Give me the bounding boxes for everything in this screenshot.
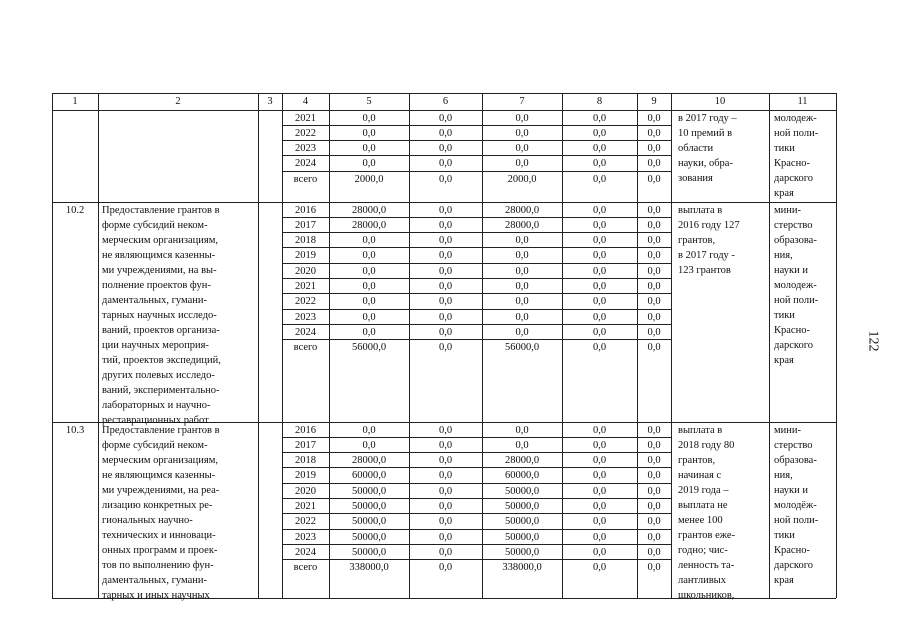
amount-cell: 0,0 <box>592 546 607 558</box>
amount-cell: 0,0 <box>647 501 661 512</box>
amount-cell: 50000,0 <box>504 485 540 497</box>
amount-cell: 56000,0 <box>504 342 540 354</box>
amount-cell: 0,0 <box>362 250 376 262</box>
amount-cell: 0,0 <box>647 204 661 216</box>
year-cell: 2017 <box>295 439 316 451</box>
amount-cell: 2000,0 <box>507 173 537 185</box>
section-description-line: тарных научных исследо- <box>102 310 217 321</box>
amount-cell: 0,0 <box>647 127 661 139</box>
result-line: в 2017 году – <box>678 113 737 124</box>
executor-line: молодёж- <box>774 500 817 511</box>
amount-cell: 0,0 <box>515 326 529 338</box>
executor-line: дарского <box>774 173 814 184</box>
year-cell: 2022 <box>295 296 316 308</box>
amount-cell: 28000,0 <box>351 219 387 231</box>
executor-line: стерство <box>774 220 813 231</box>
amount-cell: 0,0 <box>362 265 376 277</box>
amount-cell: 0,0 <box>647 562 661 574</box>
amount-cell: 0,0 <box>592 296 607 308</box>
amount-cell: 0,0 <box>592 311 607 323</box>
header-cell: 5 <box>366 96 372 107</box>
amount-cell: 50000,0 <box>351 546 387 558</box>
executor-line: дарского <box>774 560 814 571</box>
year-cell: 2018 <box>295 455 316 467</box>
amount-cell: 0,0 <box>515 424 529 436</box>
amount-cell: 0,0 <box>362 158 376 170</box>
amount-cell: 0,0 <box>362 281 376 292</box>
executor-line: мини- <box>774 205 801 216</box>
amount-cell: 0,0 <box>515 250 529 262</box>
result-line: выплата в <box>678 425 723 436</box>
executor-line: молодеж- <box>774 113 817 124</box>
amount-cell: 0,0 <box>647 112 661 124</box>
result-line: грантов, <box>678 455 716 466</box>
amount-cell: 0,0 <box>438 326 453 338</box>
amount-cell: 0,0 <box>647 296 661 308</box>
amount-cell: 0,0 <box>647 265 661 277</box>
header-cell: 6 <box>442 96 449 107</box>
amount-cell: 0,0 <box>592 250 607 262</box>
result-line: грантов еже- <box>678 530 736 541</box>
amount-cell: 0,0 <box>592 470 607 482</box>
amount-cell: 28000,0 <box>504 455 540 467</box>
amount-cell: 0,0 <box>515 311 529 323</box>
column-border <box>52 93 53 598</box>
section-description-line: тий, проектов экспедиций, <box>102 355 221 366</box>
amount-cell: 0,0 <box>647 546 661 558</box>
result-line: выплата не <box>678 500 728 511</box>
year-cell: всего <box>293 342 318 354</box>
amount-cell: 0,0 <box>438 562 453 574</box>
amount-cell: 0,0 <box>592 516 607 528</box>
amount-cell: 0,0 <box>362 439 376 451</box>
section-description-line: не являющимся казенны- <box>102 250 216 261</box>
year-cell: 2024 <box>295 158 316 170</box>
amount-cell: 0,0 <box>647 311 661 323</box>
year-cell: 2024 <box>295 326 316 338</box>
amount-cell: 0,0 <box>438 235 453 247</box>
result-line: лантливых <box>678 575 726 586</box>
amount-cell: 50000,0 <box>504 546 540 558</box>
amount-cell: 60000,0 <box>351 470 387 482</box>
section-description-line: ми учреждениями, на вы- <box>102 265 217 276</box>
result-line: 2018 году 80 <box>678 440 735 451</box>
amount-cell: 0,0 <box>647 158 661 170</box>
amount-cell: 0,0 <box>515 143 529 155</box>
amount-cell: 0,0 <box>592 219 607 231</box>
header-cell: 9 <box>651 96 657 107</box>
section-description-line: ваний, проектов организа- <box>102 325 220 336</box>
amount-cell: 50000,0 <box>351 531 387 543</box>
section-description-line: даментальных, гумани- <box>102 575 207 586</box>
section-description-line: онных программ и проек- <box>102 545 218 556</box>
section-description-line: ми учреждениями, на реа- <box>102 485 220 496</box>
amount-cell: 0,0 <box>438 485 453 497</box>
amount-cell: 0,0 <box>438 516 453 528</box>
amount-cell: 50000,0 <box>351 501 387 512</box>
amount-cell: 28000,0 <box>504 219 540 231</box>
result-line: выплата в <box>678 205 723 216</box>
amount-cell: 0,0 <box>362 127 376 139</box>
amount-cell: 28000,0 <box>351 204 387 216</box>
header-cell: 3 <box>267 96 273 107</box>
amount-cell: 0,0 <box>438 219 453 231</box>
amount-cell: 0,0 <box>515 265 529 277</box>
amount-cell: 0,0 <box>647 250 661 262</box>
amount-cell: 0,0 <box>438 342 453 354</box>
section-number: 10.2 <box>65 205 85 216</box>
executor-line: Красно- <box>774 545 810 556</box>
amount-cell: 0,0 <box>647 342 661 354</box>
amount-cell: 0,0 <box>362 296 376 308</box>
result-line: 123 грантов <box>678 265 731 276</box>
amount-cell: 0,0 <box>362 143 376 155</box>
column-border <box>258 93 259 598</box>
result-line: школьников, <box>678 590 735 601</box>
amount-cell: 0,0 <box>438 281 453 292</box>
amount-cell: 0,0 <box>438 439 453 451</box>
section-description-line: ции научных мероприя- <box>102 340 209 351</box>
amount-cell: 60000,0 <box>504 470 540 482</box>
section-description-line: технических и инноваци- <box>102 530 216 541</box>
section-description-line: мерческим организациям, <box>102 235 218 246</box>
amount-cell: 0,0 <box>647 424 661 436</box>
amount-cell: 338000,0 <box>349 562 389 574</box>
amount-cell: 0,0 <box>438 143 453 155</box>
result-line: науки, обра- <box>678 158 733 169</box>
section-number: 10.3 <box>65 425 85 436</box>
amount-cell: 0,0 <box>647 173 661 185</box>
section-description-line: лизацию конкретных ре- <box>102 500 213 511</box>
amount-cell: 0,0 <box>438 470 453 482</box>
year-cell: 2021 <box>295 501 316 512</box>
amount-cell: 28000,0 <box>504 204 540 216</box>
amount-cell: 50000,0 <box>504 531 540 543</box>
amount-cell: 0,0 <box>592 342 607 354</box>
year-cell: 2022 <box>295 516 316 528</box>
amount-cell: 0,0 <box>438 127 453 139</box>
section-description-line: не являющимся казенны- <box>102 470 216 481</box>
executor-line: края <box>774 355 794 366</box>
amount-cell: 0,0 <box>515 235 529 247</box>
result-line: менее 100 <box>678 515 723 526</box>
amount-cell: 0,0 <box>362 326 376 338</box>
header-cell: 7 <box>519 96 525 107</box>
executor-line: науки и <box>774 265 808 276</box>
amount-cell: 0,0 <box>592 112 607 124</box>
amount-cell: 0,0 <box>592 562 607 574</box>
column-border <box>98 93 99 598</box>
amount-cell: 0,0 <box>647 143 661 155</box>
amount-cell: 0,0 <box>362 235 376 247</box>
year-cell: 2016 <box>295 204 316 216</box>
executor-line: ной поли- <box>774 128 819 139</box>
section-description-line: ваний, экспериментально- <box>102 385 220 396</box>
header-cell: 10 <box>714 96 726 107</box>
amount-cell: 0,0 <box>438 173 453 185</box>
amount-cell: 0,0 <box>647 470 661 482</box>
section-description-line: форме субсидий неком- <box>102 220 208 231</box>
amount-cell: 0,0 <box>647 281 661 292</box>
executor-line: стерство <box>774 440 813 451</box>
executor-line: края <box>774 575 794 586</box>
executor-line: ния, <box>774 250 793 261</box>
result-line: зования <box>678 173 713 184</box>
amount-cell: 0,0 <box>438 424 453 436</box>
amount-cell: 0,0 <box>515 296 529 308</box>
amount-cell: 0,0 <box>647 219 661 231</box>
year-cell: 2021 <box>295 112 316 124</box>
amount-cell: 0,0 <box>592 326 607 338</box>
amount-cell: 0,0 <box>515 158 529 170</box>
executor-line: тики <box>774 530 795 541</box>
column-border <box>769 93 770 598</box>
executor-line: ной поли- <box>774 515 819 526</box>
amount-cell: 0,0 <box>592 204 607 216</box>
executor-line: тики <box>774 143 795 154</box>
year-cell: 2017 <box>295 219 316 231</box>
amount-cell: 0,0 <box>647 235 661 247</box>
executor-line: Красно- <box>774 325 810 336</box>
executor-line: образова- <box>774 235 817 246</box>
page-number: 122 <box>865 330 881 352</box>
amount-cell: 0,0 <box>647 531 661 543</box>
amount-cell: 0,0 <box>592 143 607 155</box>
year-cell: 2023 <box>295 143 316 155</box>
amount-cell: 28000,0 <box>351 455 387 467</box>
result-line: начиная с <box>678 470 722 481</box>
section-description-line: тов по выполнению фун- <box>102 560 214 571</box>
amount-cell: 0,0 <box>438 311 453 323</box>
amount-cell: 0,0 <box>438 531 453 543</box>
amount-cell: 0,0 <box>592 501 607 512</box>
section-description-line: реставрационных работ <box>102 415 209 426</box>
header-cell: 2 <box>175 96 181 107</box>
section-description-line: полнение проектов фун- <box>102 280 211 291</box>
amount-cell: 338000,0 <box>502 562 542 574</box>
year-cell: 2016 <box>295 424 316 436</box>
amount-cell: 0,0 <box>592 424 607 436</box>
header-cell: 11 <box>797 96 808 107</box>
amount-cell: 0,0 <box>515 281 529 292</box>
amount-cell: 0,0 <box>592 531 607 543</box>
year-cell: 2024 <box>295 546 316 558</box>
amount-cell: 50000,0 <box>351 485 387 497</box>
section-description-line: других полевых исследо- <box>102 370 215 381</box>
executor-line: Красно- <box>774 158 810 169</box>
amount-cell: 0,0 <box>647 516 661 528</box>
result-line: в 2017 году - <box>678 250 735 261</box>
section-description-line: гиональных научно- <box>102 515 193 526</box>
section-description-line: лабораторных и научно- <box>102 400 211 411</box>
amount-cell: 0,0 <box>647 326 661 338</box>
amount-cell: 0,0 <box>438 455 453 467</box>
result-line: 10 премий в <box>678 128 733 139</box>
amount-cell: 0,0 <box>647 455 661 467</box>
executor-line: тики <box>774 310 795 321</box>
amount-cell: 0,0 <box>647 439 661 451</box>
amount-cell: 0,0 <box>592 485 607 497</box>
section-description-line: форме субсидий неком- <box>102 440 208 451</box>
executor-line: молодеж- <box>774 280 817 291</box>
header-cell: 1 <box>72 96 78 107</box>
amount-cell: 0,0 <box>592 173 607 185</box>
year-cell: 2021 <box>295 281 316 292</box>
year-cell: всего <box>293 173 318 185</box>
amount-cell: 50000,0 <box>504 501 540 512</box>
amount-cell: 0,0 <box>438 158 453 170</box>
header-cell: 4 <box>302 96 309 107</box>
result-line: 2016 году 127 <box>678 220 740 231</box>
year-cell: 2019 <box>295 470 316 482</box>
amount-cell: 56000,0 <box>351 342 387 354</box>
result-line: годно; чис- <box>678 545 728 556</box>
header-cell: 8 <box>596 96 603 107</box>
amount-cell: 0,0 <box>438 265 453 277</box>
amount-cell: 50000,0 <box>504 516 540 528</box>
section-description-line: мерческим организациям, <box>102 455 218 466</box>
result-line: грантов, <box>678 235 716 246</box>
amount-cell: 0,0 <box>592 265 607 277</box>
amount-cell: 0,0 <box>647 485 661 497</box>
amount-cell: 0,0 <box>438 546 453 558</box>
amount-cell: 0,0 <box>438 112 453 124</box>
year-cell: 2018 <box>295 235 316 247</box>
executor-line: ной поли- <box>774 295 819 306</box>
amount-cell: 0,0 <box>438 501 453 512</box>
amount-cell: 0,0 <box>515 439 529 451</box>
executor-line: науки и <box>774 485 808 496</box>
year-cell: всего <box>293 562 318 574</box>
amount-cell: 2000,0 <box>354 173 384 185</box>
amount-cell: 0,0 <box>362 311 376 323</box>
amount-cell: 0,0 <box>515 112 529 124</box>
amount-cell: 0,0 <box>592 281 607 292</box>
year-cell: 2022 <box>295 127 316 139</box>
amount-cell: 0,0 <box>362 112 376 124</box>
column-border <box>836 93 837 598</box>
section-description-line: Предоставление грантов в <box>102 425 220 436</box>
result-line: 2019 года – <box>678 485 729 496</box>
year-cell: 2020 <box>295 485 316 497</box>
amount-cell: 0,0 <box>592 158 607 170</box>
amount-cell: 0,0 <box>515 127 529 139</box>
amount-cell: 0,0 <box>592 127 607 139</box>
year-cell: 2020 <box>295 265 316 277</box>
year-cell: 2023 <box>295 311 316 323</box>
amount-cell: 0,0 <box>438 250 453 262</box>
section-description-line: тарных и иных научных <box>102 590 210 601</box>
section-description-line: даментальных, гумани- <box>102 295 207 306</box>
amount-cell: 0,0 <box>592 439 607 451</box>
year-cell: 2019 <box>295 250 316 262</box>
amount-cell: 0,0 <box>438 296 453 308</box>
executor-line: мини- <box>774 425 801 436</box>
section-description-line: Предоставление грантов в <box>102 205 220 216</box>
result-line: области <box>678 143 714 154</box>
amount-cell: 50000,0 <box>351 516 387 528</box>
year-cell: 2023 <box>295 531 316 543</box>
executor-line: края <box>774 188 794 199</box>
amount-cell: 0,0 <box>362 424 376 436</box>
result-line: ленность та- <box>678 560 735 571</box>
executor-line: дарского <box>774 340 814 351</box>
amount-cell: 0,0 <box>592 455 607 467</box>
amount-cell: 0,0 <box>438 204 453 216</box>
amount-cell: 0,0 <box>592 235 607 247</box>
executor-line: ния, <box>774 470 793 481</box>
executor-line: образова- <box>774 455 817 466</box>
